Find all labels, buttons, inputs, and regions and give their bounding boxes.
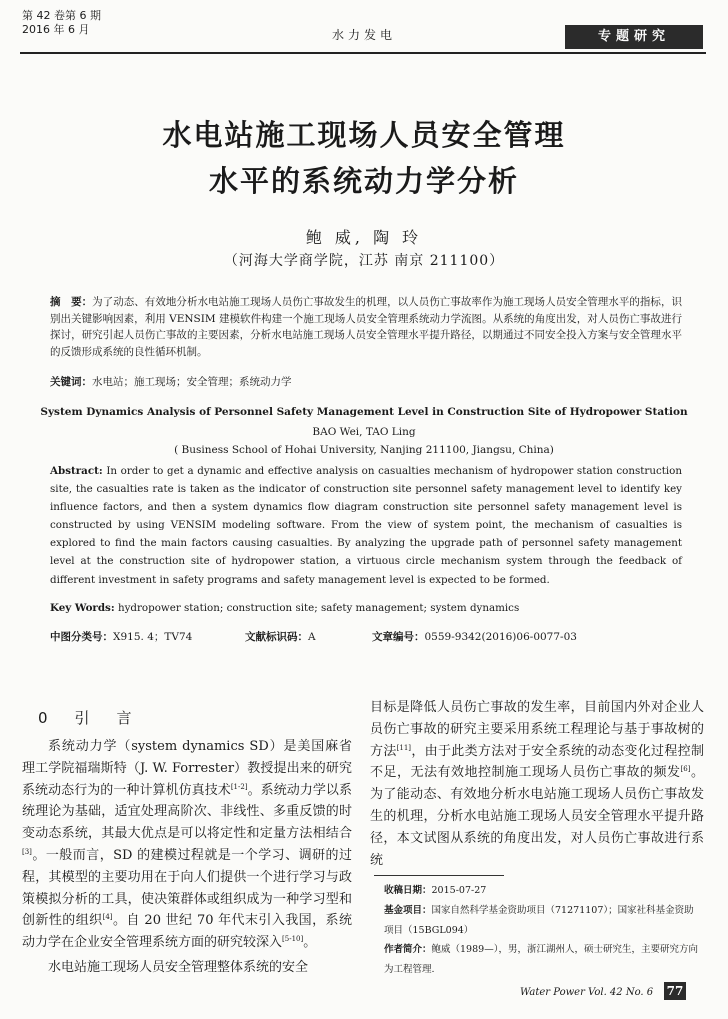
text-run: ，由于此类方法对于安全系统的动态变化过程控制不足，无法有效地控制施工现场人员伤亡事故的频发: [370, 743, 704, 781]
zh-keywords: [50, 374, 682, 391]
author-label: 作者简介：: [384, 944, 432, 955]
footnote-rule: [374, 875, 504, 876]
title-line-2: 水平的系统动力学分析: [208, 164, 519, 198]
citation: [11]: [396, 743, 412, 752]
volume-line: 第 42 卷第 6 期: [22, 9, 101, 22]
title-line-1: 水电站施工现场人员安全管理: [162, 118, 566, 152]
footnote-fund: [384, 901, 702, 940]
fund-value: 国家自然科学基金资助项目（71271107）；国家社科基金资助项目（15BGL094）: [384, 905, 694, 936]
zh-keywords-label: 关键词：: [50, 376, 92, 388]
paper-title: [40, 112, 688, 204]
paragraph: [370, 697, 704, 871]
zh-abstract-text: 为了动态、有效地分析水电站施工现场人员伤亡事故发生的机理，以人员伤亡事故率作为施工现场人员安全管理水平的指标，识别出关键影响因素，利用 VENSIM 建模软件构建一个施工现场人员安全管理系统动力学流图。从系统的角度出发，对人员伤亡事故进行探讨，研究引起人员伤亡事故的主要因素，分析水电站施工现场人员安全管理水平提升路径，以期通过不同安全投入方案与安全管理水平的反馈形成系统的良性循环机制。: [50, 296, 683, 358]
document-code: [245, 629, 316, 644]
classification-number: [50, 629, 192, 644]
text-run: 。一般而言，SD 的建模过程就是一个学习、调研的过程，其模型的主要功用在于向人们提供一个进行学习与政策模拟分析的工具，使决策群体或组织成为一种学习型和创新性的组织: [22, 847, 352, 929]
footer-journal: Water Power Vol. 42 No. 6: [520, 987, 654, 998]
right-column: [370, 697, 704, 871]
art-label: 文章编号：: [372, 631, 425, 643]
art-value: 0559-9342(2016)06-0077-03: [424, 631, 577, 643]
cls-label: 中图分类号：: [50, 631, 113, 643]
journal-name: 水力发电: [331, 28, 396, 42]
received-value: 2015-07-27: [431, 885, 487, 896]
left-column: [22, 736, 352, 979]
en-title: System Dynamics Analysis of Personnel Safety Management Level in Construction Site of Hydropower Station: [40, 406, 688, 418]
received-label: 收稿日期：: [384, 885, 432, 896]
en-abstract-text: In order to get a dynamic and effective analysis on casualties mechanism of hydropower station construction site, the casualties rate is taken as the indicator of construction site personnel safety management level to identify key influence factors, and then a system dynamics flow diagram construction site personnel safety management level is constructed by using VENSIM modeling software. From the view of system point, the mechanism of casualties is explored to find the main factors causing casualties. By analyzing the upgrade path of personnel safety management level at the construction site of hydropower station, a virtuous circle mechanism system through the feedback of different investment in safety programs and safety management level is expected to be formed.: [50, 465, 682, 586]
authors: 鲍 威, 陶 玲: [305, 228, 423, 247]
zh-abstract: [50, 294, 682, 360]
zh-keywords-text: 水电站；施工现场；安全管理；系统动力学: [92, 376, 292, 388]
zh-abstract-label: 摘 要：: [50, 296, 93, 308]
fund-label: 基金项目：: [384, 905, 432, 916]
citation: [1-2]: [230, 782, 248, 791]
doc-value: A: [308, 631, 316, 643]
citation: [6]: [680, 765, 691, 774]
citation: [4]: [102, 913, 113, 922]
text-run: 。: [303, 935, 317, 951]
affiliation: （河海大学商学院，江苏 南京 211100）: [223, 253, 505, 269]
doc-label: 文献标识码：: [245, 631, 308, 643]
en-keywords-text: hydropower station; construction site; safety management; system dynamics: [117, 602, 520, 614]
page-number: 77: [664, 982, 686, 1000]
text-run: 。系统动力学以系统理论为基础，适宜处理高阶次、非线性、多重反馈的时变动态系统，其最大优点是可以将定性和定量方法相结合: [22, 782, 352, 842]
en-abstract: [50, 462, 682, 589]
footnote-author: [384, 940, 702, 979]
text-run: 。为了能动态、有效地分析水电站施工现场人员伤亡事故发生的机理，分析水电站施工现场人员安全管理水平提升路径，本文试图从系统的角度出发，对人员伤亡事故进行系统: [370, 765, 704, 868]
header-rule: [20, 52, 706, 54]
en-affiliation: ( Business School of Hohai University, Nanjing 211100, Jiangsu, China): [174, 444, 554, 456]
text-run: 系统动力学（system dynamics SD）是美国麻省理工学院福瑞斯特（J. W. Forrester）教授提出来的研究系统动态行为的一种计算机仿真技术: [22, 739, 352, 798]
en-abstract-label: Abstract:: [50, 465, 103, 477]
footnote-received: [384, 881, 702, 901]
section-heading: 0 引 言: [38, 709, 138, 727]
text-run: 目标是降低人员伤亡事故的发生率，目前国内外对企业人员伤亡事故的研究主要采用系统工程理论与基于事故树的方法: [370, 700, 704, 759]
paragraph: [22, 736, 352, 954]
en-keywords-label: Key Words:: [50, 602, 115, 614]
citation: [3]: [22, 847, 32, 856]
en-authors: BAO Wei, TAO Ling: [312, 426, 416, 438]
author-value: 鲍威（1989—），男，浙江湖州人，硕士研究生，主要研究方向为工程管理.: [384, 944, 698, 975]
text-run: 。自 20 世纪 70 年代末引入我国，系统动力学在企业安全管理系统方面的研究较深入: [22, 913, 352, 951]
en-keywords: [50, 599, 682, 617]
cls-value: X915. 4；TV74: [113, 631, 193, 643]
citation: [5-10]: [282, 935, 304, 944]
section-badge: 专题研究: [565, 25, 703, 49]
article-number: [372, 629, 577, 644]
paragraph: 水电站施工现场人员安全管理整体系统的安全: [48, 959, 309, 975]
date-line: 2016 年 6 月: [22, 23, 90, 36]
